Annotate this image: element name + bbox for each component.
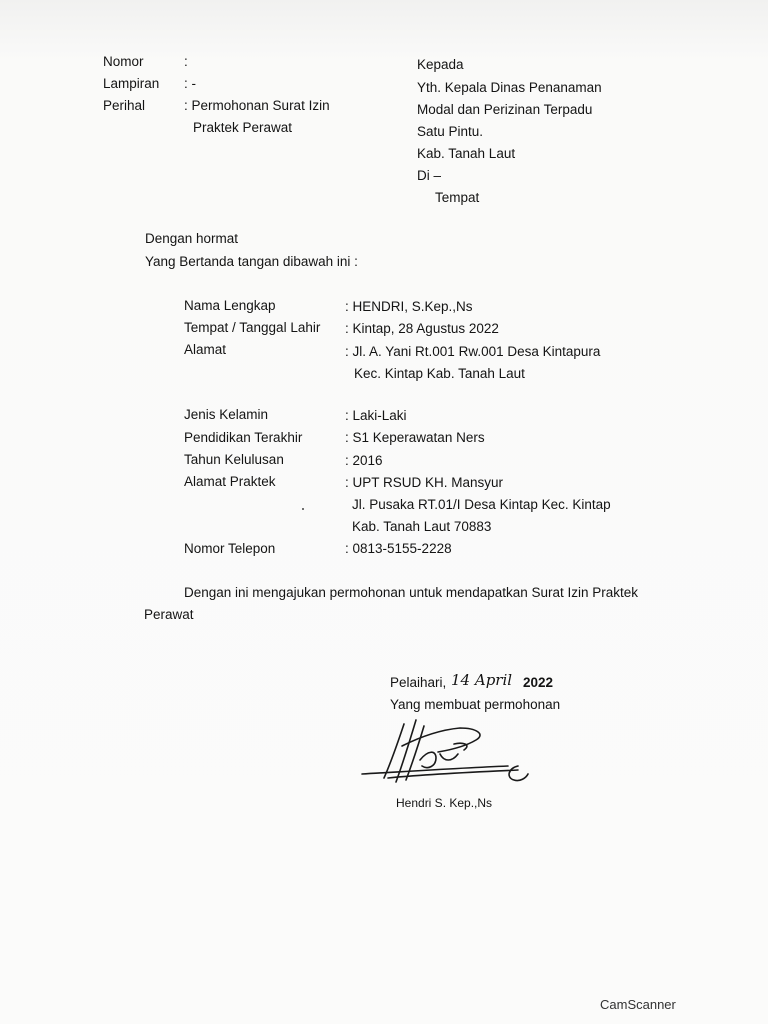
field-label: Nomor Telepon [184,541,276,556]
field-value: : UPT RSUD KH. Mansyur [345,475,504,490]
nomor-value: : [184,54,188,69]
lampiran-value: : - [184,76,196,91]
closing-maker: Yang membuat permohonan [390,697,561,712]
field-label: Tempat / Tanggal Lahir [184,320,321,335]
field-value: : 0813-5155-2228 [345,541,452,556]
closing-place: Pelaihari, [390,675,447,690]
body-text: Dengan ini mengajukan permohonan untuk mendapatkan Surat Izin Praktek [184,585,639,600]
field-value: : Kintap, 28 Agustus 2022 [345,321,499,336]
scan-dot [302,508,304,510]
recipient-line: Di – [417,168,442,183]
field-value: : Jl. A. Yani Rt.001 Rw.001 Desa Kintapura [345,344,601,359]
camscanner-watermark: CamScanner [600,997,676,1012]
perihal-value-cont: Praktek Perawat [193,120,293,135]
closing-date-handwritten: 14 April [451,671,513,689]
field-label: Alamat [184,342,227,357]
field-label: Alamat Praktek [184,474,276,489]
field-value-cont: Kab. Tanah Laut 70883 [352,519,492,534]
recipient-line: Kab. Tanah Laut [417,146,516,161]
recipient-line: Kepada [417,57,464,72]
greeting: Dengan hormat [145,231,239,246]
field-value-cont: Kec. Kintap Kab. Tanah Laut [354,366,525,381]
field-value: : Laki-Laki [345,408,407,423]
perihal-value: : Permohonan Surat Izin [184,98,330,113]
field-label: Tahun Kelulusan [184,452,284,467]
recipient-line: Yth. Kepala Dinas Penanaman [417,80,602,95]
recipient-line: Tempat [435,190,480,205]
recipient-line: Satu Pintu. [417,124,484,139]
recipient-line: Modal dan Perizinan Terpadu [417,102,593,117]
body-text-cont: Perawat [144,607,194,622]
nomor-label: Nomor [103,54,144,69]
field-value: : S1 Keperawatan Ners [345,430,485,445]
field-value-cont: Jl. Pusaka RT.01/I Desa Kintap Kec. Kintap [352,497,611,512]
field-value: : HENDRI, S.Kep.,Ns [345,299,473,314]
perihal-label: Perihal [103,98,146,113]
signature-image [358,716,533,794]
intro: Yang Bertanda tangan dibawah ini : [145,254,358,269]
field-label: Pendidikan Terakhir [184,430,303,445]
field-label: Jenis Kelamin [184,407,269,422]
lampiran-label: Lampiran [103,76,160,91]
closing-year: 2022 [523,675,554,690]
signer-name: Hendri S. Kep.,Ns [396,796,493,810]
field-label: Nama Lengkap [184,298,276,313]
field-value: : 2016 [345,453,383,468]
